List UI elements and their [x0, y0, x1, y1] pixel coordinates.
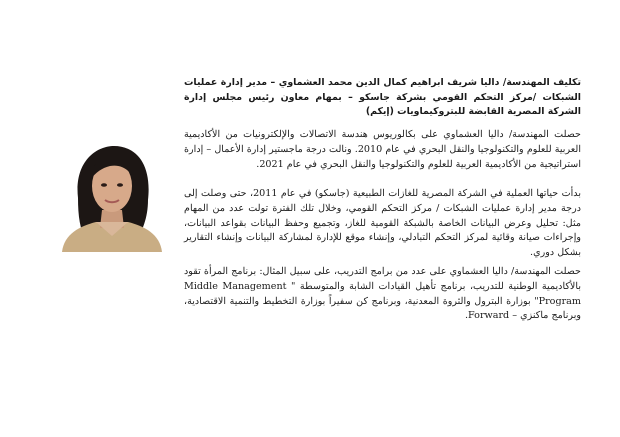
portrait-photo — [56, 140, 168, 252]
paragraph-3-text: حصلت المهندسة/ داليا العشماوي على عدد من برامج التدريب، على سبيل المثال: برنامج المرأة تقود بالأكاديمية الوطنية للتدريب، برنامج تأهيل القيادات الشابة والمتوسطة " Middle Management Program" بوزارة البترول والثروة المعدنية، وبرنامج كن سفيراً بوزارة التخطيط والتنمية الاقتصادية، وبرنامج ماكنزي – Forward. — [184, 266, 581, 322]
paragraph-education — [184, 128, 581, 172]
paragraph-training — [184, 265, 581, 324]
paragraph-2-text: بدأت حياتها العملية في الشركة المصرية للغازات الطبيعية (جاسكو) في عام 2011، حتى وصلت إلى درجة مدير إدارة عمليات الشبكات / مركز التحكم القومي، وخلال تلك الفترة تولت عدد من المهام مثل: تحليل وعرض البيانات الخاصة بالشبكة القومية للغاز، وتجميع وحفظ البيانات بقواعد البيانات، وإجراءات صيانة وقائية لمركز التحكم التبادلي، وإنشاء موقع للإدارة لمشاركة البيانات وإنشاء التقارير بشكل دوري. — [184, 188, 582, 259]
heading-text: تكليف المهندسة/ داليا شريف ابراهيم كمال الدين محمد العشماوي – مدير إدارة عمليات الشبكات /مركز التحكم القومي بشركة جاسكو – بمهام معاون رئيس مجلس إدارة الشركة المصرية القابضة للبتروكيماويات (إيكم) — [184, 77, 581, 118]
heading — [184, 76, 581, 120]
paragraph-career — [184, 187, 581, 261]
portrait-image — [56, 140, 168, 252]
paragraph-1-text: حصلت المهندسة/ داليا العشماوي على بكالوريوس هندسة الاتصالات والإلكترونيات من الأكاديمية العربية للعلوم والتكنولوجيا والنقل البحري في عام 2010. ونالت درجة ماجستير إدارة الأعمال – إدارة استراتيجية من الأكاديمية العربية للعلوم والتكنولوجيا والنقل البحري في عام 2021. — [184, 129, 581, 170]
